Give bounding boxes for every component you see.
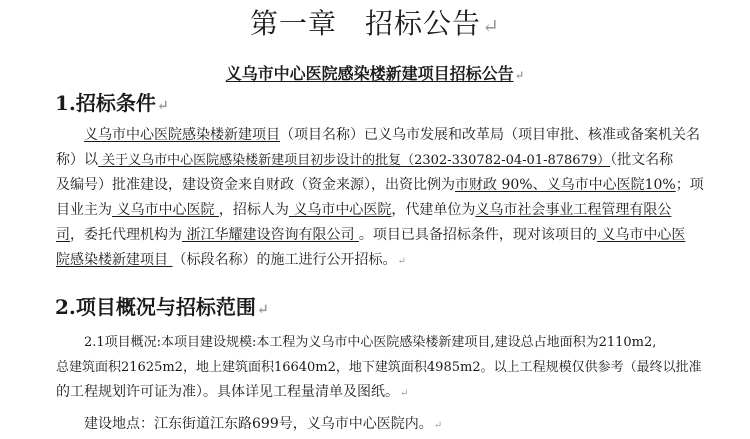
paragraph-line — [56, 148, 696, 173]
text-segment: （项目名称）已义乌市发展和改革局（项目审批、核准或备案机关名 — [280, 127, 700, 143]
paragraph-mark-icon: ↵ — [433, 420, 443, 431]
project-name: 义乌市中心医院感染楼新建项目 — [84, 127, 280, 143]
text-segment: 目业主为 — [56, 202, 112, 218]
chapter-heading — [0, 6, 750, 44]
location-paragraph — [56, 412, 696, 437]
tender-agency: 浙江华耀建设咨询有限公司 — [182, 227, 359, 243]
paragraph-line — [56, 248, 696, 273]
paragraph-line — [56, 123, 700, 148]
agent-builder-cont: 司 — [56, 227, 70, 243]
paragraph-line — [56, 173, 704, 198]
text-segment: ，代建单位为 — [391, 202, 476, 218]
announcement-title-text: 义乌市中心医院感染楼新建项目招标公告 — [225, 64, 514, 83]
paragraph-mark-icon: ↵ — [482, 14, 500, 38]
agent-builder: 义乌市社会事业工程管理有限公 — [475, 202, 672, 218]
paragraph-mark-icon: ↵ — [400, 388, 409, 399]
paragraph-line: 2.1项目概况:本项目建设规模:本工程为义乌市中心医院感染楼新建项目,建设总占地面积为2110m2, — [84, 335, 657, 350]
text-segment: 称）以 — [56, 152, 98, 168]
text-segment: ；项 — [675, 177, 704, 193]
paragraph-line: 总建筑面积21625m2，地上建筑面积16640m2，地下建筑面积4985m2。以上工程规模仅供参考（最终以批准 — [56, 360, 702, 375]
project-overview-paragraph — [56, 330, 702, 405]
paragraph-line — [56, 198, 696, 223]
lot-name-cont: 院感染楼新建项目 — [56, 252, 173, 268]
text-segment: 。项目已具备招标条件，现对该项目的 — [358, 227, 597, 243]
announcement-title — [0, 62, 750, 87]
paragraph-line — [56, 380, 696, 405]
approval-document: 关于义乌市中心医院感染楼新建项目初步设计的批复（2302-330782-04-01-878679） — [98, 153, 611, 168]
paragraph-mark-icon: ↵ — [156, 97, 169, 114]
project-owner: 义乌市中心医院 — [112, 202, 219, 218]
section-heading-text: 1.招标条件 — [55, 91, 156, 115]
text-segment: 及编号）批准建设，建设资金来自财政（资金来源），出资比例为 — [56, 177, 455, 193]
paragraph-line — [56, 412, 696, 437]
section-heading-text: 2.项目概况与招标范围 — [55, 295, 256, 319]
text-segment: （标段名称）的施工进行公开招标。 — [172, 252, 397, 268]
tender-conditions-paragraph — [56, 123, 704, 273]
paragraph-mark-icon: ↵ — [514, 68, 525, 82]
paragraph-mark-icon: ↵ — [256, 301, 269, 318]
section-heading-tender-conditions — [55, 90, 169, 119]
location-text: 建设地点：江东街道江东路699号，义乌市中心医院内。 — [84, 416, 433, 432]
paragraph-line — [56, 223, 696, 248]
section-heading-project-overview — [55, 294, 269, 323]
text-segment: ，委托代理机构为 — [70, 227, 182, 243]
chapter-number: 第一章 — [250, 7, 338, 40]
paragraph-mark-icon: ↵ — [397, 256, 406, 267]
lot-name: 义乌市中心医 — [596, 227, 686, 243]
tenderer: 义乌市中心医院 — [288, 202, 392, 218]
chapter-title: 招标公告 — [365, 7, 482, 40]
text-segment: 的工程规划许可证为准）。具体详见工程量清单及图纸。 — [56, 384, 399, 400]
text-segment: （批文名称 — [610, 152, 674, 168]
funding-ratio: 市财政 90%、义乌市中心医院10% — [455, 177, 676, 193]
text-segment: ，招标人为 — [218, 202, 289, 218]
